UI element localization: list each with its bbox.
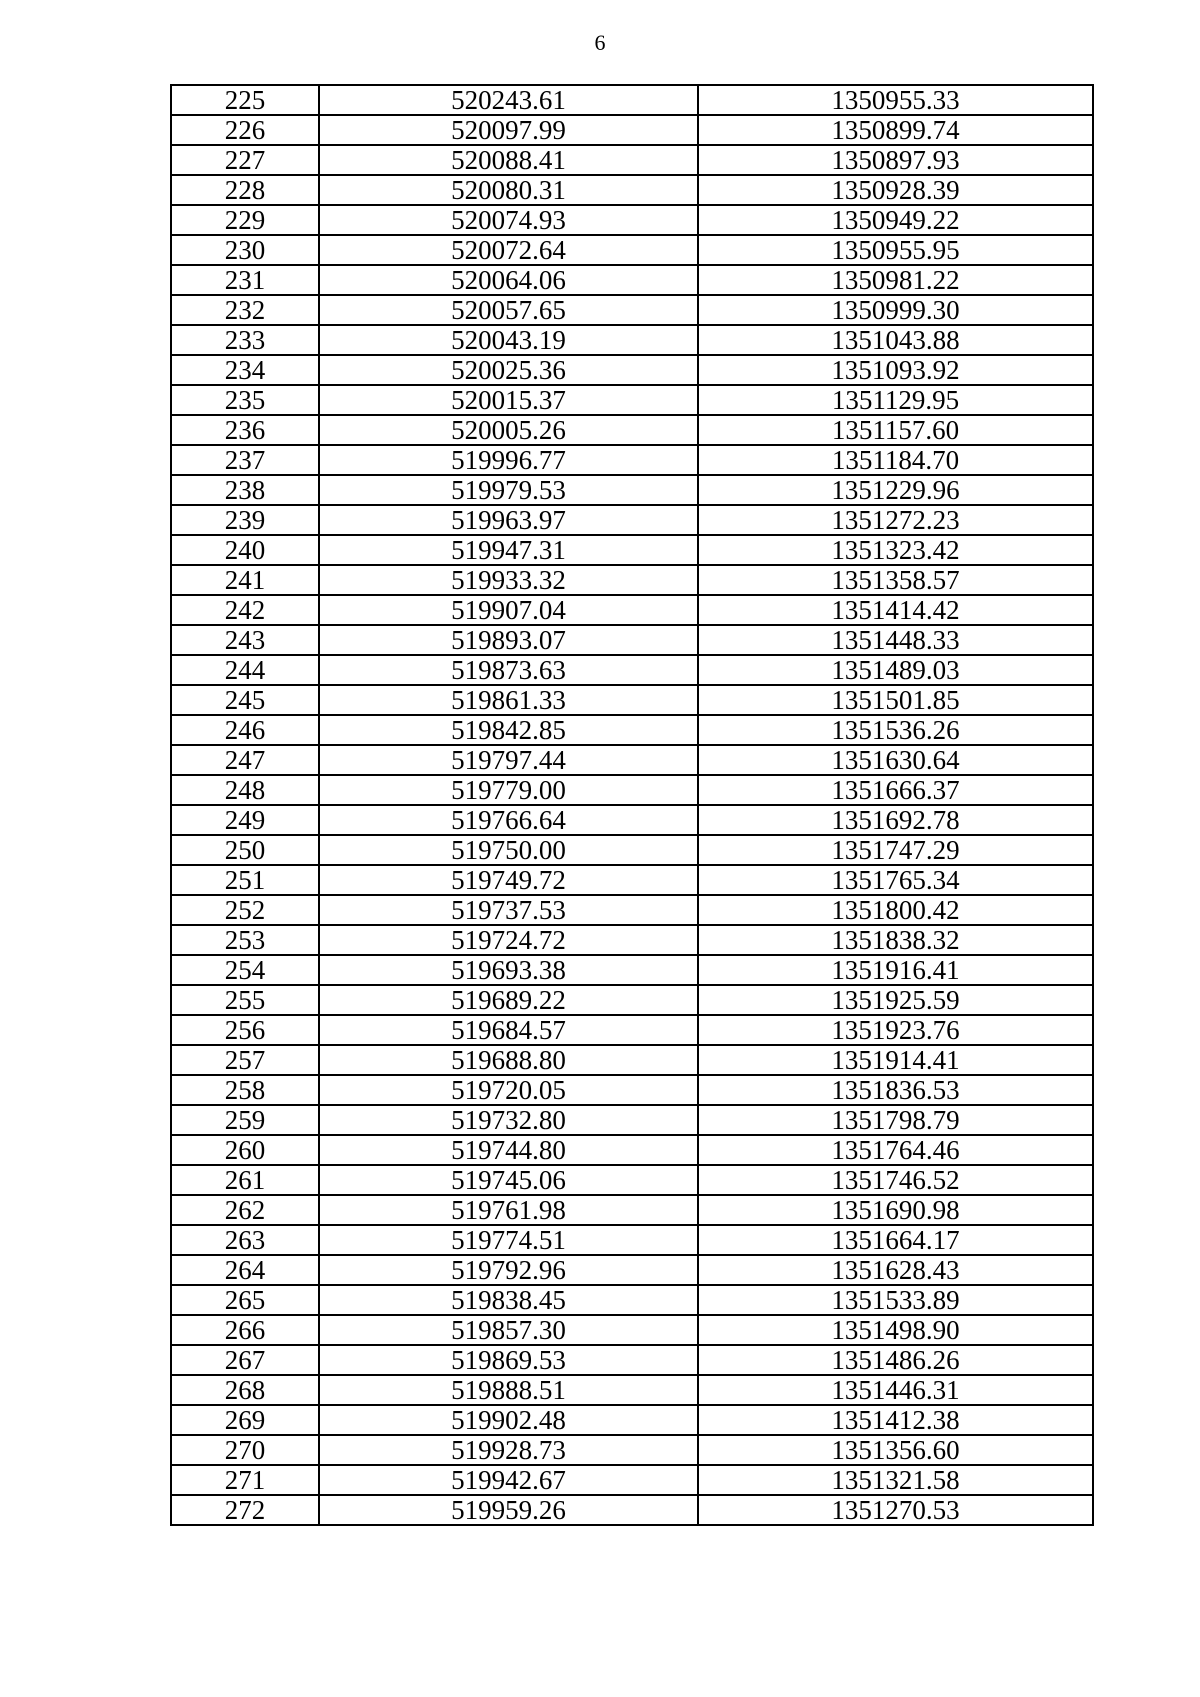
x-coordinate-cell: 519749.72 [319, 865, 698, 895]
point-number-cell: 263 [171, 1225, 319, 1255]
table-row [171, 415, 1093, 445]
point-number-cell: 229 [171, 205, 319, 235]
x-coordinate-cell: 519724.72 [319, 925, 698, 955]
point-number-cell: 235 [171, 385, 319, 415]
y-coordinate-cell: 1351914.41 [698, 1045, 1093, 1075]
table-row [171, 835, 1093, 865]
x-coordinate-cell: 519933.32 [319, 565, 698, 595]
y-coordinate-cell: 1351093.92 [698, 355, 1093, 385]
y-coordinate-cell: 1351664.17 [698, 1225, 1093, 1255]
x-coordinate-cell: 519857.30 [319, 1315, 698, 1345]
point-number-cell: 260 [171, 1135, 319, 1165]
table-row [171, 895, 1093, 925]
y-coordinate-cell: 1351229.96 [698, 475, 1093, 505]
table-row [171, 1015, 1093, 1045]
y-coordinate-cell: 1351747.29 [698, 835, 1093, 865]
point-number-cell: 240 [171, 535, 319, 565]
point-number-cell: 227 [171, 145, 319, 175]
x-coordinate-cell: 519689.22 [319, 985, 698, 1015]
table-row [171, 715, 1093, 745]
table-row [171, 325, 1093, 355]
y-coordinate-cell: 1350899.74 [698, 115, 1093, 145]
point-number-cell: 266 [171, 1315, 319, 1345]
y-coordinate-cell: 1351184.70 [698, 445, 1093, 475]
y-coordinate-cell: 1351043.88 [698, 325, 1093, 355]
table-row [171, 655, 1093, 685]
x-coordinate-cell: 519942.67 [319, 1465, 698, 1495]
x-coordinate-cell: 519947.31 [319, 535, 698, 565]
table-row [171, 1195, 1093, 1225]
x-coordinate-cell: 519732.80 [319, 1105, 698, 1135]
point-number-cell: 242 [171, 595, 319, 625]
y-coordinate-cell: 1351270.53 [698, 1495, 1093, 1525]
x-coordinate-cell: 519996.77 [319, 445, 698, 475]
y-coordinate-cell: 1350955.33 [698, 85, 1093, 115]
point-number-cell: 257 [171, 1045, 319, 1075]
point-number-cell: 226 [171, 115, 319, 145]
y-coordinate-cell: 1351321.58 [698, 1465, 1093, 1495]
table-row [171, 475, 1093, 505]
x-coordinate-cell: 519745.06 [319, 1165, 698, 1195]
point-number-cell: 270 [171, 1435, 319, 1465]
y-coordinate-cell: 1351628.43 [698, 1255, 1093, 1285]
x-coordinate-cell: 519797.44 [319, 745, 698, 775]
point-number-cell: 251 [171, 865, 319, 895]
table-row [171, 1465, 1093, 1495]
point-number-cell: 256 [171, 1015, 319, 1045]
x-coordinate-cell: 520015.37 [319, 385, 698, 415]
x-coordinate-cell: 520080.31 [319, 175, 698, 205]
y-coordinate-cell: 1351798.79 [698, 1105, 1093, 1135]
point-number-cell: 243 [171, 625, 319, 655]
table-row [171, 1255, 1093, 1285]
point-number-cell: 238 [171, 475, 319, 505]
x-coordinate-cell: 520043.19 [319, 325, 698, 355]
table-row [171, 805, 1093, 835]
point-number-cell: 225 [171, 85, 319, 115]
point-number-cell: 248 [171, 775, 319, 805]
point-number-cell: 232 [171, 295, 319, 325]
table-row [171, 115, 1093, 145]
point-number-cell: 245 [171, 685, 319, 715]
table-row [171, 265, 1093, 295]
table-row [171, 145, 1093, 175]
x-coordinate-cell: 520243.61 [319, 85, 698, 115]
table-row [171, 205, 1093, 235]
x-coordinate-cell: 519779.00 [319, 775, 698, 805]
table-row [171, 1045, 1093, 1075]
table-row [171, 385, 1093, 415]
coordinates-table-body [171, 85, 1093, 1525]
y-coordinate-cell: 1351536.26 [698, 715, 1093, 745]
x-coordinate-cell: 519684.57 [319, 1015, 698, 1045]
y-coordinate-cell: 1351746.52 [698, 1165, 1093, 1195]
table-row [171, 565, 1093, 595]
point-number-cell: 244 [171, 655, 319, 685]
point-number-cell: 271 [171, 1465, 319, 1495]
point-number-cell: 264 [171, 1255, 319, 1285]
x-coordinate-cell: 519688.80 [319, 1045, 698, 1075]
x-coordinate-cell: 519928.73 [319, 1435, 698, 1465]
y-coordinate-cell: 1351501.85 [698, 685, 1093, 715]
y-coordinate-cell: 1351765.34 [698, 865, 1093, 895]
x-coordinate-cell: 520088.41 [319, 145, 698, 175]
point-number-cell: 249 [171, 805, 319, 835]
table-row [171, 1075, 1093, 1105]
x-coordinate-cell: 519907.04 [319, 595, 698, 625]
point-number-cell: 272 [171, 1495, 319, 1525]
y-coordinate-cell: 1351800.42 [698, 895, 1093, 925]
x-coordinate-cell: 519750.00 [319, 835, 698, 865]
y-coordinate-cell: 1351666.37 [698, 775, 1093, 805]
x-coordinate-cell: 520074.93 [319, 205, 698, 235]
x-coordinate-cell: 519761.98 [319, 1195, 698, 1225]
point-number-cell: 241 [171, 565, 319, 595]
point-number-cell: 231 [171, 265, 319, 295]
table-row [171, 1135, 1093, 1165]
table-row [171, 1285, 1093, 1315]
x-coordinate-cell: 519893.07 [319, 625, 698, 655]
y-coordinate-cell: 1351448.33 [698, 625, 1093, 655]
point-number-cell: 230 [171, 235, 319, 265]
x-coordinate-cell: 519869.53 [319, 1345, 698, 1375]
x-coordinate-cell: 519888.51 [319, 1375, 698, 1405]
x-coordinate-cell: 520097.99 [319, 115, 698, 145]
table-row [171, 775, 1093, 805]
x-coordinate-cell: 519774.51 [319, 1225, 698, 1255]
y-coordinate-cell: 1351412.38 [698, 1405, 1093, 1435]
y-coordinate-cell: 1350955.95 [698, 235, 1093, 265]
point-number-cell: 247 [171, 745, 319, 775]
y-coordinate-cell: 1351764.46 [698, 1135, 1093, 1165]
point-number-cell: 250 [171, 835, 319, 865]
y-coordinate-cell: 1351157.60 [698, 415, 1093, 445]
table-row [171, 745, 1093, 775]
y-coordinate-cell: 1350928.39 [698, 175, 1093, 205]
table-row [171, 865, 1093, 895]
table-row [171, 595, 1093, 625]
y-coordinate-cell: 1350897.93 [698, 145, 1093, 175]
table-row [171, 1435, 1093, 1465]
y-coordinate-cell: 1351498.90 [698, 1315, 1093, 1345]
point-number-cell: 255 [171, 985, 319, 1015]
point-number-cell: 265 [171, 1285, 319, 1315]
point-number-cell: 228 [171, 175, 319, 205]
y-coordinate-cell: 1351630.64 [698, 745, 1093, 775]
table-row [171, 1165, 1093, 1195]
page-number: 6 [594, 30, 606, 55]
table-row [171, 175, 1093, 205]
table-row [171, 1345, 1093, 1375]
x-coordinate-cell: 520057.65 [319, 295, 698, 325]
y-coordinate-cell: 1351489.03 [698, 655, 1093, 685]
y-coordinate-cell: 1351838.32 [698, 925, 1093, 955]
point-number-cell: 254 [171, 955, 319, 985]
coordinates-table [170, 84, 1094, 1526]
y-coordinate-cell: 1350981.22 [698, 265, 1093, 295]
y-coordinate-cell: 1351690.98 [698, 1195, 1093, 1225]
y-coordinate-cell: 1351486.26 [698, 1345, 1093, 1375]
x-coordinate-cell: 519744.80 [319, 1135, 698, 1165]
x-coordinate-cell: 519959.26 [319, 1495, 698, 1525]
x-coordinate-cell: 519737.53 [319, 895, 698, 925]
point-number-cell: 239 [171, 505, 319, 535]
x-coordinate-cell: 519902.48 [319, 1405, 698, 1435]
y-coordinate-cell: 1351533.89 [698, 1285, 1093, 1315]
point-number-cell: 269 [171, 1405, 319, 1435]
point-number-cell: 234 [171, 355, 319, 385]
table-row [171, 535, 1093, 565]
point-number-cell: 259 [171, 1105, 319, 1135]
y-coordinate-cell: 1351916.41 [698, 955, 1093, 985]
y-coordinate-cell: 1351925.59 [698, 985, 1093, 1015]
table-row [171, 955, 1093, 985]
y-coordinate-cell: 1351323.42 [698, 535, 1093, 565]
y-coordinate-cell: 1350999.30 [698, 295, 1093, 325]
table-row [171, 505, 1093, 535]
y-coordinate-cell: 1351692.78 [698, 805, 1093, 835]
y-coordinate-cell: 1351358.57 [698, 565, 1093, 595]
y-coordinate-cell: 1351836.53 [698, 1075, 1093, 1105]
table-row [171, 1375, 1093, 1405]
x-coordinate-cell: 519979.53 [319, 475, 698, 505]
x-coordinate-cell: 519873.63 [319, 655, 698, 685]
x-coordinate-cell: 519963.97 [319, 505, 698, 535]
point-number-cell: 258 [171, 1075, 319, 1105]
x-coordinate-cell: 520025.36 [319, 355, 698, 385]
table-row [171, 235, 1093, 265]
x-coordinate-cell: 519861.33 [319, 685, 698, 715]
table-row [171, 445, 1093, 475]
x-coordinate-cell: 520072.64 [319, 235, 698, 265]
point-number-cell: 252 [171, 895, 319, 925]
table-row [171, 1225, 1093, 1255]
x-coordinate-cell: 519720.05 [319, 1075, 698, 1105]
point-number-cell: 253 [171, 925, 319, 955]
table-row [171, 295, 1093, 325]
table-row [171, 625, 1093, 655]
table-row [171, 1105, 1093, 1135]
point-number-cell: 268 [171, 1375, 319, 1405]
table-row [171, 925, 1093, 955]
point-number-cell: 262 [171, 1195, 319, 1225]
table-row [171, 1315, 1093, 1345]
y-coordinate-cell: 1351446.31 [698, 1375, 1093, 1405]
point-number-cell: 233 [171, 325, 319, 355]
table-row [171, 355, 1093, 385]
point-number-cell: 237 [171, 445, 319, 475]
x-coordinate-cell: 519842.85 [319, 715, 698, 745]
x-coordinate-cell: 519693.38 [319, 955, 698, 985]
point-number-cell: 267 [171, 1345, 319, 1375]
x-coordinate-cell: 519838.45 [319, 1285, 698, 1315]
y-coordinate-cell: 1351356.60 [698, 1435, 1093, 1465]
point-number-cell: 246 [171, 715, 319, 745]
y-coordinate-cell: 1351272.23 [698, 505, 1093, 535]
x-coordinate-cell: 519792.96 [319, 1255, 698, 1285]
table-row [171, 85, 1093, 115]
y-coordinate-cell: 1351414.42 [698, 595, 1093, 625]
x-coordinate-cell: 520005.26 [319, 415, 698, 445]
x-coordinate-cell: 520064.06 [319, 265, 698, 295]
table-row [171, 685, 1093, 715]
x-coordinate-cell: 519766.64 [319, 805, 698, 835]
point-number-cell: 261 [171, 1165, 319, 1195]
point-number-cell: 236 [171, 415, 319, 445]
y-coordinate-cell: 1351129.95 [698, 385, 1093, 415]
table-row [171, 985, 1093, 1015]
table-row [171, 1495, 1093, 1525]
y-coordinate-cell: 1350949.22 [698, 205, 1093, 235]
table-row [171, 1405, 1093, 1435]
y-coordinate-cell: 1351923.76 [698, 1015, 1093, 1045]
